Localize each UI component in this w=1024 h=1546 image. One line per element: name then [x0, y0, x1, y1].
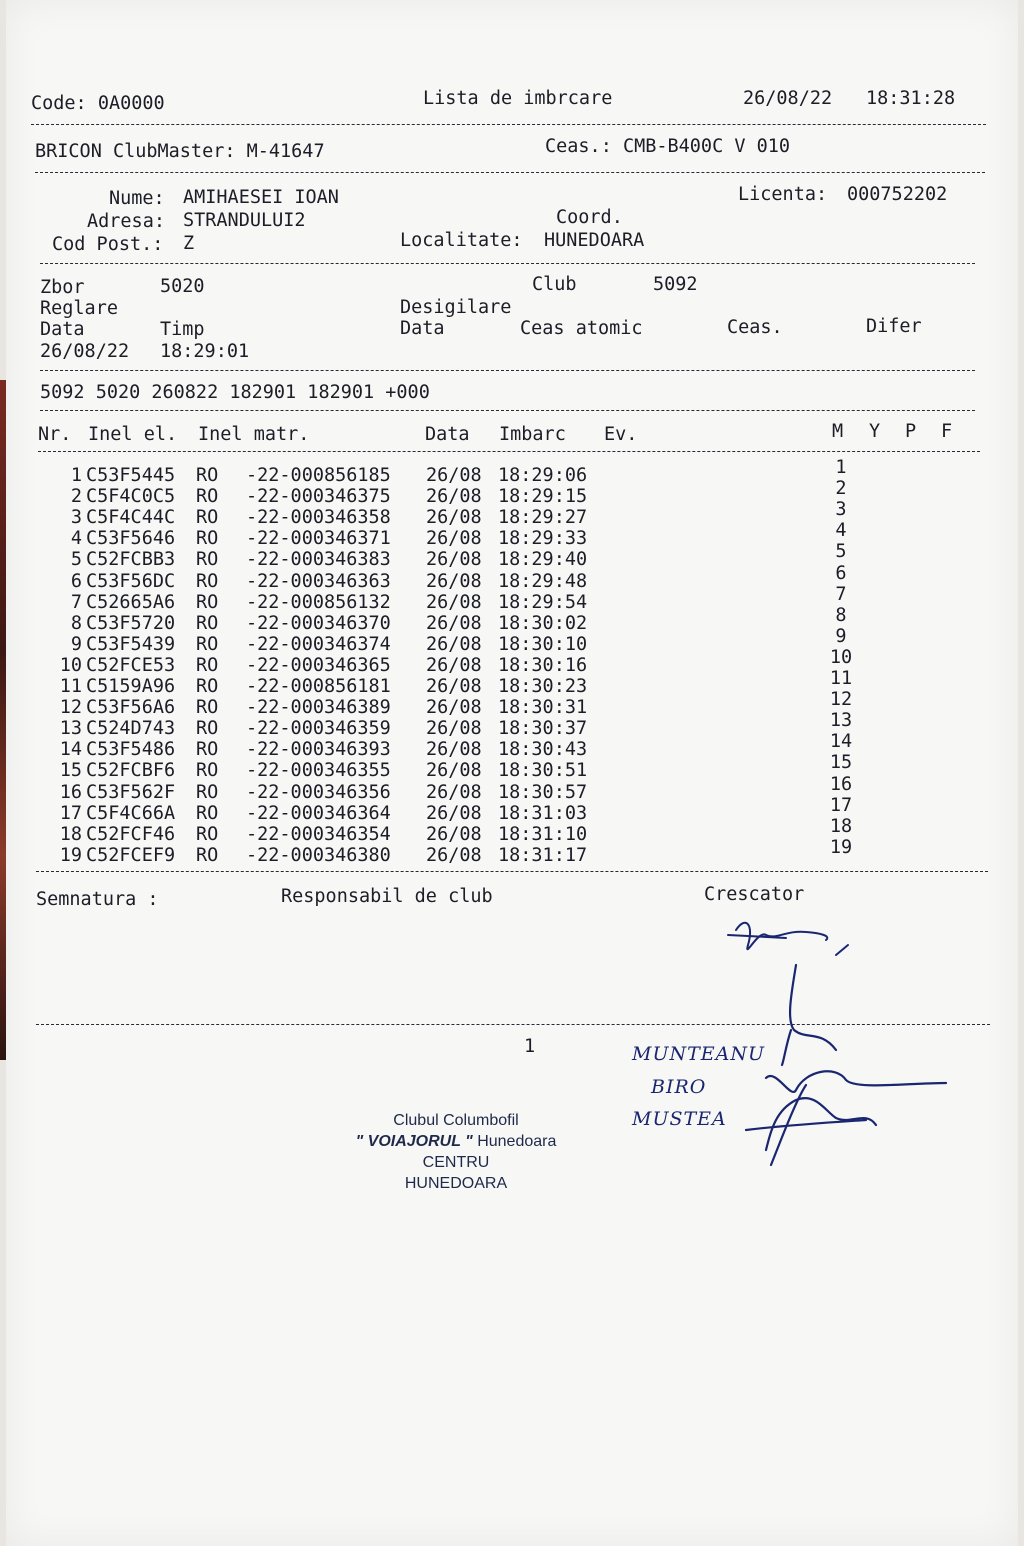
- responsible-signature: [746, 965, 946, 1165]
- col-inel-matr: Inel matr.: [198, 424, 310, 445]
- col-data: Data: [425, 424, 470, 445]
- cell-matr: -22-000346354: [246, 823, 391, 845]
- cell-country: RO: [196, 486, 219, 508]
- cell-time: 18:29:06: [498, 465, 588, 486]
- cell-nr: 10: [59, 654, 82, 676]
- club-responsible-label: Responsabil de club: [281, 886, 493, 907]
- cell-matr: -22-000346380: [246, 844, 391, 866]
- handwritten-name-3: MUSTEA: [632, 1108, 727, 1130]
- cell-country: RO: [196, 802, 219, 824]
- coord-label: Coord.: [556, 207, 623, 228]
- cell-matr: -22-000856181: [246, 676, 391, 697]
- cell-time: 18:29:54: [498, 591, 588, 613]
- club-label: Club: [532, 274, 577, 295]
- cell-country: RO: [196, 633, 219, 655]
- cell-el: C5F4C0C5: [86, 486, 176, 508]
- cell-nr: 18: [59, 823, 82, 845]
- cell-matr: -22-000346365: [246, 654, 391, 676]
- stamp-line-3: CENTRU: [422, 1154, 490, 1171]
- stamp-club-name: " VOIAJORUL ": [355, 1133, 473, 1150]
- cell-el: C524D743: [86, 718, 176, 740]
- data2-label: Data: [400, 318, 445, 339]
- cell-time: 18:30:23: [498, 676, 588, 697]
- cell-time: 18:30:10: [498, 633, 588, 655]
- cell-matr: -22-000856132: [246, 591, 391, 613]
- cell-time: 18:29:15: [498, 486, 588, 508]
- cell-time: 18:29:27: [498, 507, 588, 529]
- cell-country: RO: [196, 781, 219, 803]
- cell-country: RO: [196, 612, 219, 634]
- cell-el: C52FCBF6: [86, 760, 176, 782]
- cell-m: 4: [835, 520, 847, 542]
- cell-m: 15: [829, 752, 853, 774]
- stamp-line-4: HUNEDOARA: [404, 1175, 508, 1192]
- postal-label: Cod Post.:: [52, 234, 164, 255]
- desigilare-label: Desigilare: [400, 297, 512, 318]
- cell-date: 26/08: [426, 465, 482, 486]
- cell-nr: 16: [59, 781, 82, 803]
- cell-nr: 9: [70, 633, 82, 655]
- cell-time: 18:31:17: [498, 844, 588, 866]
- breeder-label: Crescator: [704, 884, 805, 905]
- cell-m: 18: [829, 815, 853, 837]
- cell-nr: 5: [70, 549, 82, 571]
- col-y: Y: [869, 421, 881, 442]
- page-number: 1: [524, 1036, 536, 1057]
- cell-m: 19: [829, 836, 853, 858]
- cell-matr: -22-000346383: [246, 549, 391, 571]
- signature-label: Semnatura :: [36, 889, 159, 910]
- cell-nr: 17: [59, 802, 82, 824]
- cell-nr: 19: [59, 844, 82, 866]
- cell-matr: -22-000346393: [246, 739, 391, 761]
- document-title: Lista de imbrcare: [423, 88, 613, 109]
- cell-date: 26/08: [426, 739, 482, 761]
- club-value: 5092: [653, 274, 698, 295]
- cell-m: 11: [829, 668, 853, 689]
- cell-date: 26/08: [426, 760, 482, 782]
- print-date: 26/08/22: [743, 88, 833, 109]
- zbor-value: 5020: [160, 276, 205, 297]
- cell-country: RO: [196, 549, 219, 571]
- cell-date: 26/08: [426, 528, 482, 550]
- cell-m: 10: [829, 646, 853, 668]
- cell-country: RO: [196, 697, 219, 719]
- cell-country: RO: [196, 718, 219, 740]
- cell-country: RO: [196, 591, 219, 613]
- cell-el: C53F5486: [86, 739, 176, 761]
- cell-matr: -22-000346359: [246, 718, 391, 740]
- signature-scribbles: [6, 0, 1018, 1546]
- cell-country: RO: [196, 654, 219, 676]
- cell-m: 13: [829, 710, 853, 732]
- cell-matr: -22-000346358: [246, 507, 391, 529]
- cell-date: 26/08: [426, 591, 482, 613]
- cell-time: 18:31:10: [498, 823, 588, 845]
- printed-document: [6, 0, 1018, 1546]
- reglare-label: Reglare: [40, 298, 118, 319]
- cell-date: 26/08: [426, 570, 482, 592]
- cell-nr: 2: [70, 486, 82, 508]
- cell-date: 26/08: [426, 654, 482, 676]
- cell-nr: 12: [59, 697, 82, 719]
- locality-label: Localitate:: [400, 230, 523, 251]
- cell-m: 17: [829, 794, 853, 816]
- cell-nr: 7: [70, 591, 82, 613]
- cell-el: C53F5646: [86, 528, 176, 550]
- cell-date: 26/08: [426, 507, 482, 529]
- cell-nr: 8: [70, 612, 82, 634]
- owner-name: AMIHAESEI IOAN: [183, 187, 339, 208]
- cell-matr: -22-000346370: [246, 612, 391, 634]
- cell-nr: 1: [70, 465, 82, 486]
- col-f: F: [941, 421, 953, 442]
- cell-el: C53F562F: [86, 781, 176, 803]
- ceas-label: Ceas.: [727, 317, 783, 338]
- cell-m: 2: [835, 478, 847, 500]
- cell-time: 18:30:43: [498, 739, 588, 761]
- difer-label: Difer: [866, 316, 922, 337]
- cell-time: 18:29:40: [498, 549, 588, 571]
- cell-el: C52665A6: [86, 591, 176, 613]
- cell-m: 14: [829, 731, 853, 753]
- cell-date: 26/08: [426, 549, 482, 571]
- stamp-city: Hunedoara: [472, 1133, 557, 1150]
- cell-nr: 6: [70, 570, 82, 592]
- cell-el: C52FCE53: [86, 654, 176, 676]
- cell-el: C53F5439: [86, 633, 176, 655]
- cell-matr: -22-000346355: [246, 760, 391, 782]
- cell-country: RO: [196, 739, 219, 761]
- timp-label: Timp: [160, 319, 205, 340]
- flight-time: 18:29:01: [160, 341, 250, 362]
- cell-el: C53F56DC: [86, 570, 176, 592]
- cell-m: 6: [835, 562, 847, 584]
- cell-m: 3: [835, 499, 847, 521]
- col-inel-el: Inel el.: [88, 424, 178, 445]
- cell-matr: -22-000346356: [246, 781, 391, 803]
- cell-country: RO: [196, 507, 219, 529]
- cell-date: 26/08: [426, 633, 482, 655]
- cell-date: 26/08: [426, 612, 482, 634]
- data-label: Data: [40, 319, 85, 340]
- clock-model: Ceas.: CMB-B400C V 010: [545, 136, 791, 157]
- col-ev: Ev.: [604, 424, 638, 445]
- ceas-atomic-label: Ceas atomic: [520, 318, 643, 339]
- cell-matr: -22-000346371: [246, 528, 391, 550]
- cell-matr: -22-000346364: [246, 802, 391, 824]
- postal-value: Z: [183, 233, 195, 254]
- cell-date: 26/08: [426, 802, 482, 824]
- cell-time: 18:29:48: [498, 570, 588, 592]
- cell-time: 18:29:33: [498, 528, 588, 550]
- cell-nr: 11: [59, 676, 82, 697]
- col-p: P: [905, 421, 917, 442]
- zbor-label: Zbor: [40, 277, 85, 298]
- cell-country: RO: [196, 823, 219, 845]
- print-time: 18:31:28: [866, 88, 956, 109]
- handwritten-name-1: MUNTEANU: [632, 1043, 765, 1065]
- cell-nr: 15: [59, 760, 82, 782]
- cell-el: C52FCF46: [86, 823, 176, 845]
- cell-m: 9: [835, 625, 847, 647]
- cell-time: 18:30:16: [498, 654, 588, 676]
- name-label: Nume:: [109, 188, 165, 209]
- cell-el: C5F4C44C: [86, 507, 176, 529]
- license-label: Licenta:: [738, 184, 828, 205]
- cell-time: 18:30:31: [498, 697, 588, 719]
- cell-el: C53F5445: [86, 465, 176, 486]
- cell-m: 16: [829, 773, 853, 795]
- cell-el: C5159A96: [86, 676, 176, 697]
- breeder-signature: [728, 923, 848, 955]
- cell-m: 5: [835, 541, 847, 563]
- col-nr: Nr.: [38, 424, 72, 445]
- cell-nr: 14: [59, 739, 82, 761]
- cell-el: C52FCBB3: [86, 549, 176, 571]
- cell-country: RO: [196, 676, 219, 697]
- code-label: Code: 0A0000: [31, 93, 165, 114]
- cell-country: RO: [196, 844, 219, 866]
- cell-matr: -22-000856185: [246, 465, 391, 486]
- address-value: STRANDULUI2: [183, 210, 306, 231]
- license-number: 000752202: [847, 184, 948, 205]
- cell-country: RO: [196, 528, 219, 550]
- handwritten-name-2: BIRO: [651, 1076, 707, 1098]
- cell-date: 26/08: [426, 823, 482, 845]
- cell-m: 7: [835, 583, 847, 605]
- locality-value: HUNEDOARA: [544, 230, 645, 251]
- cell-time: 18:31:03: [498, 802, 588, 824]
- flight-date: 26/08/22: [40, 341, 130, 362]
- col-m: M: [832, 421, 844, 442]
- address-label: Adresa:: [87, 211, 165, 232]
- cell-date: 26/08: [426, 781, 482, 803]
- cell-country: RO: [196, 760, 219, 782]
- cell-date: 26/08: [426, 676, 482, 697]
- cell-time: 18:30:37: [498, 718, 588, 740]
- cell-time: 18:30:51: [498, 760, 588, 782]
- cell-date: 26/08: [426, 718, 482, 740]
- cell-nr: 3: [70, 507, 82, 529]
- device-model: BRICON ClubMaster: M-41647: [35, 141, 325, 162]
- cell-time: 18:30:02: [498, 612, 588, 634]
- cell-date: 26/08: [426, 697, 482, 719]
- col-imbarc: Imbarc: [499, 424, 566, 445]
- cell-country: RO: [196, 465, 219, 486]
- cell-m: 12: [829, 689, 853, 711]
- cell-el: C53F5720: [86, 612, 176, 634]
- cell-m: 1: [835, 457, 847, 478]
- cell-matr: -22-000346374: [246, 633, 391, 655]
- cell-nr: 13: [59, 718, 82, 740]
- cell-m: 8: [835, 604, 847, 626]
- cell-el: C53F56A6: [86, 697, 176, 719]
- stamp-line-1: Clubul Columbofil: [393, 1112, 519, 1129]
- cell-el: C5F4C66A: [86, 802, 176, 824]
- cell-date: 26/08: [426, 486, 482, 508]
- cell-nr: 4: [70, 528, 82, 550]
- cell-date: 26/08: [426, 844, 482, 866]
- cell-matr: -22-000346389: [246, 697, 391, 719]
- cell-matr: -22-000346375: [246, 486, 391, 508]
- cell-country: RO: [196, 570, 219, 592]
- flight-code-line: 5092 5020 260822 182901 182901 +000: [40, 382, 430, 403]
- cell-el: C52FCEF9: [86, 844, 176, 866]
- cell-matr: -22-000346363: [246, 570, 391, 592]
- cell-time: 18:30:57: [498, 781, 588, 803]
